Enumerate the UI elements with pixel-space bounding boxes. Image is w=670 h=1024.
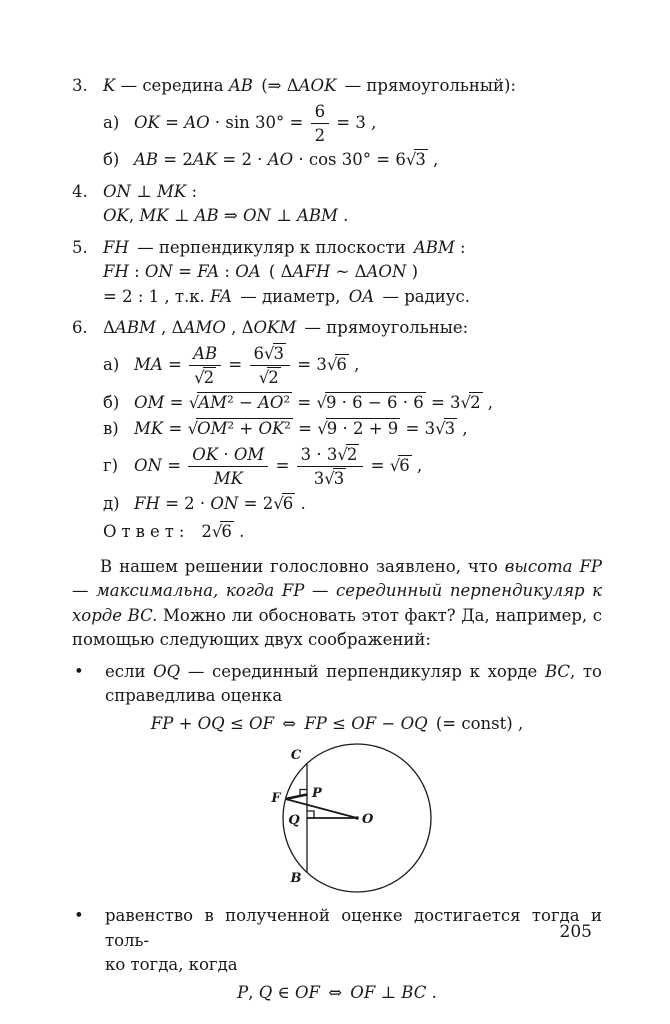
bullet-marker: •	[74, 661, 84, 681]
radicand	[282, 493, 296, 513]
math-text: — диаметр,	[231, 286, 349, 306]
math-text: ABM	[296, 206, 338, 226]
radical-sign: √	[194, 368, 204, 388]
math-text: OK	[258, 419, 285, 439]
math-text: AO	[267, 150, 294, 170]
radicand	[335, 354, 349, 374]
square-root	[264, 343, 286, 364]
math-text: ON	[103, 181, 131, 201]
math-text: 6	[253, 343, 265, 363]
math-text: =	[159, 112, 185, 132]
math-text: ≤	[326, 713, 352, 733]
math-text: =	[270, 456, 295, 476]
math-text: (⇒ Δ	[252, 76, 299, 95]
math-text: 6	[336, 355, 347, 375]
bullet-body	[105, 660, 602, 709]
answer-line	[103, 520, 602, 545]
math-text: ABM	[413, 237, 455, 257]
formula-fh	[134, 494, 306, 513]
square-root	[406, 148, 428, 173]
math-text: · cos 30° = 6	[293, 150, 406, 170]
math-text: · sin 30° =	[209, 112, 309, 132]
square-root	[194, 367, 216, 388]
math-text: ²	[284, 419, 291, 439]
math-text: FP	[150, 713, 174, 733]
equality-formula	[72, 981, 602, 1006]
math-text: 6	[221, 522, 232, 542]
math-text: MK	[134, 419, 164, 439]
step-body	[103, 180, 602, 229]
step-3-heading	[103, 74, 602, 99]
radical-sign: √	[435, 419, 445, 439]
step-3-sub-a	[103, 101, 602, 147]
math-text: =	[223, 355, 248, 375]
math-text: AO	[184, 112, 210, 132]
math-text: 2	[201, 522, 212, 542]
math-text: хорде BC.	[72, 605, 158, 625]
fraction-numerator	[250, 343, 291, 366]
radicand	[326, 418, 401, 438]
bullet-line	[105, 953, 602, 978]
math-text: BC	[401, 982, 427, 1002]
fraction	[248, 343, 293, 389]
solution-step-5	[72, 236, 602, 310]
step-6-sub-d	[103, 492, 602, 517]
formula-ab	[134, 150, 438, 169]
math-text: = 2 : 1 , т.к.	[103, 286, 211, 306]
step-3-sub-b	[103, 148, 602, 173]
step-body	[103, 236, 602, 310]
math-text: =	[365, 456, 390, 476]
math-text: ко тогда, когда	[105, 955, 238, 975]
math-text: OM	[134, 392, 165, 412]
math-text: =	[163, 419, 188, 439]
sub-item-label: а)	[103, 355, 120, 375]
step-6-sub-a	[103, 343, 602, 389]
solution-step-6	[72, 316, 602, 516]
math-text: OQ	[197, 713, 225, 733]
math-text: AB	[194, 206, 219, 226]
step-5-line-2	[103, 260, 602, 285]
math-text: 2	[470, 392, 481, 412]
bullet-line	[105, 684, 602, 709]
math-text: OM	[197, 419, 228, 439]
math-text: ,	[427, 150, 439, 170]
label-c: C	[290, 748, 302, 764]
math-text: 3	[415, 150, 426, 170]
math-text: =	[172, 262, 198, 282]
math-text: ² −	[227, 392, 259, 412]
sub-item-label: б)	[103, 150, 120, 170]
math-text: ⇔	[274, 713, 305, 733]
math-text: )	[406, 262, 419, 282]
paragraph-line	[72, 555, 602, 580]
math-text: =	[292, 419, 318, 439]
step-body	[103, 316, 602, 516]
square-root	[316, 391, 425, 416]
math-text: AON	[366, 262, 407, 282]
math-text: ⊥	[375, 982, 402, 1002]
math-text: =	[161, 456, 187, 476]
math-text: , Δ	[225, 318, 254, 338]
math-text: ⊥	[168, 206, 195, 226]
formula-om	[134, 393, 493, 412]
fraction-denominator	[297, 467, 364, 489]
formula-ma	[134, 343, 360, 388]
radical-sign: √	[211, 522, 222, 542]
math-text: 6	[314, 101, 326, 121]
math-text: FA	[210, 286, 232, 306]
math-text: FA	[197, 262, 220, 282]
step-number: 3.	[72, 76, 88, 95]
bullet-line	[105, 660, 602, 685]
estimate-formula	[72, 712, 602, 737]
math-text: +	[173, 713, 198, 733]
square-root	[259, 367, 281, 388]
radicand	[220, 521, 234, 541]
label-b: B	[290, 871, 302, 887]
paragraph-line	[72, 579, 602, 604]
square-root	[327, 353, 349, 378]
step-5-line-3	[103, 285, 602, 310]
math-text: =	[162, 355, 188, 375]
math-text: 6	[282, 493, 294, 513]
answer-value	[201, 522, 244, 541]
label-o: O	[362, 812, 374, 828]
step-4-line-2	[103, 204, 602, 229]
math-text: = 2	[238, 493, 274, 513]
square-root	[188, 417, 293, 442]
fraction	[309, 101, 332, 147]
math-text: = 3	[425, 392, 461, 412]
bullet-item-2	[72, 904, 602, 978]
math-text: ABM	[114, 318, 156, 338]
math-text: ∈	[272, 982, 295, 1002]
answer-label: Ответ:	[103, 522, 190, 542]
step-number: 5.	[72, 237, 88, 257]
fraction-numerator	[297, 444, 364, 467]
math-text: ~ Δ	[330, 262, 367, 282]
math-text: AO	[258, 392, 284, 412]
step-6-sub-b	[103, 391, 602, 416]
label-p: P	[312, 786, 322, 802]
solution-step-4	[72, 180, 602, 229]
math-text: ⊥	[130, 181, 157, 201]
fraction-numerator	[189, 343, 221, 366]
paragraph-line	[72, 604, 602, 629]
math-text: = 3	[292, 355, 327, 375]
radical-sign: √	[188, 392, 199, 412]
math-text: 2	[346, 444, 358, 464]
fraction	[187, 343, 223, 389]
right-angle-mark-q	[307, 811, 314, 818]
paragraph-line	[72, 628, 602, 653]
radical-sign: √	[389, 456, 400, 476]
math-text: = 2 ·	[217, 150, 268, 170]
math-text: FH	[103, 262, 129, 282]
math-text: OM	[233, 444, 265, 464]
math-text: ⇒	[218, 206, 243, 226]
radicand	[203, 367, 217, 387]
radicand	[196, 418, 293, 438]
square-root	[212, 520, 234, 545]
square-root	[461, 391, 483, 416]
math-text: MA	[134, 355, 163, 375]
radicand	[469, 392, 483, 412]
fraction	[186, 444, 270, 490]
math-text: — прямоугольный):	[336, 76, 517, 95]
math-text: K	[103, 76, 116, 95]
solution-step-3	[72, 74, 602, 173]
square-root	[435, 417, 457, 442]
math-text: 3	[444, 419, 456, 439]
math-text: ON	[242, 206, 271, 226]
square-root	[189, 391, 292, 416]
math-text: =	[292, 392, 317, 412]
math-text: OK	[192, 444, 219, 464]
radicand	[267, 367, 281, 387]
fraction-denominator	[250, 366, 291, 388]
math-text: AB	[193, 343, 218, 363]
math-text: — максимальна, когда FP — серединный перпендикуляр к	[72, 581, 602, 601]
radical-sign: √	[460, 392, 471, 412]
math-text: .	[426, 982, 437, 1002]
radicand	[325, 392, 426, 412]
math-text: ON	[134, 456, 162, 476]
math-text: 9 · 2 + 9	[326, 419, 399, 439]
math-text: MK	[156, 181, 187, 201]
math-text: Q	[258, 982, 273, 1002]
formula-mk	[134, 419, 468, 438]
math-text: если	[105, 661, 154, 681]
radical-sign: √	[324, 469, 334, 489]
sub-item-label: д)	[103, 493, 120, 513]
radical-sign: √	[273, 493, 283, 513]
math-text: FH	[103, 237, 129, 257]
math-text: OQ	[153, 661, 181, 681]
sub-item-label: б)	[103, 392, 120, 412]
formula-ok	[134, 101, 377, 145]
discussion-paragraph	[72, 555, 602, 653]
math-text: — прямоугольные:	[296, 318, 469, 338]
math-text: = 3	[400, 419, 436, 439]
math-text: 2	[203, 368, 215, 388]
math-text: AM	[198, 392, 228, 412]
math-text: OA	[348, 286, 375, 306]
radicand	[273, 343, 287, 363]
step-6-sub-g	[103, 444, 602, 490]
formula-on	[134, 444, 423, 489]
math-text: 3	[333, 469, 345, 489]
step-6-heading	[103, 316, 602, 341]
math-text: 9 · 6 − 6 · 6	[325, 392, 424, 412]
math-text: OK	[103, 206, 129, 226]
math-text: .	[295, 493, 306, 513]
square-root	[324, 468, 346, 489]
radicand	[414, 149, 428, 169]
math-text: ²	[283, 392, 291, 412]
page-content	[72, 74, 602, 1005]
math-text: — серединный перпендикуляр к хорде	[180, 661, 545, 681]
math-text: 2	[268, 368, 279, 388]
math-text: ·	[218, 444, 234, 464]
math-text: AOK	[298, 76, 337, 95]
radical-sign: √	[326, 355, 337, 375]
math-text: :	[219, 262, 236, 282]
sub-item-label: в)	[103, 419, 119, 439]
circle-diagram-svg	[270, 739, 446, 897]
math-text: ,	[348, 355, 360, 375]
fraction-numerator	[311, 101, 330, 124]
math-text: :	[186, 181, 198, 201]
step-number: 6.	[72, 318, 88, 338]
radicand	[444, 418, 458, 438]
math-text: MK	[213, 469, 243, 489]
math-text: AFH	[292, 262, 331, 282]
math-text: — радиус.	[374, 286, 470, 306]
radicand	[333, 468, 347, 488]
math-text: равенство в полученной оценке достигается тогда и толь-	[105, 906, 602, 950]
circle-diagram	[270, 739, 446, 897]
step-body	[103, 74, 602, 173]
math-text: BC	[544, 661, 571, 681]
square-root	[390, 454, 412, 479]
math-text: ( Δ	[260, 262, 293, 282]
math-text: OF	[350, 982, 376, 1002]
math-text: AB	[134, 150, 159, 170]
math-text: ≤	[224, 713, 250, 733]
radicand	[398, 455, 412, 475]
math-text: OA	[235, 262, 261, 282]
fraction-numerator	[188, 444, 268, 467]
math-text: FH	[134, 493, 160, 513]
fraction	[295, 444, 366, 490]
math-text: =	[164, 392, 189, 412]
math-text: OKM	[253, 318, 297, 338]
label-q: Q	[288, 813, 300, 829]
step-number: 4.	[72, 181, 88, 201]
radical-sign: √	[264, 343, 274, 363]
math-text: Δ	[103, 318, 115, 338]
step-6-sub-v	[103, 417, 602, 442]
math-text: В нашем решении голословно заявлено, что	[100, 556, 505, 576]
square-root	[317, 417, 400, 442]
step-5-line-1	[103, 236, 602, 261]
math-text: помощью следующих двух соображений:	[72, 630, 431, 650]
math-text: — середина	[115, 76, 229, 95]
math-text: = 2 ·	[159, 493, 211, 513]
math-text: OF	[294, 982, 320, 1002]
math-text: .	[337, 206, 349, 226]
math-text: P	[237, 982, 249, 1002]
math-text: Можно ли обосновать этот факт? Да, например, с	[157, 605, 603, 625]
radical-sign: √	[337, 444, 347, 464]
segment-fp	[286, 795, 308, 800]
math-text: ,	[128, 206, 140, 226]
radicand	[197, 392, 292, 412]
math-text: 6	[399, 456, 410, 476]
math-text: ⊥	[270, 206, 297, 226]
math-text: = 3 ,	[331, 112, 377, 132]
math-text: 2	[314, 125, 326, 145]
math-text: OK	[134, 112, 160, 132]
math-text: ,	[482, 392, 494, 412]
radical-sign: √	[316, 392, 326, 412]
fraction-denominator	[189, 366, 221, 388]
math-text: AK	[192, 150, 218, 170]
fraction-denominator	[188, 467, 268, 489]
fraction-denominator	[311, 124, 330, 146]
label-f: F	[271, 791, 281, 807]
bullet-line	[105, 904, 602, 953]
sub-item-label: а)	[103, 112, 120, 132]
math-text: −	[376, 713, 401, 733]
math-text: ⇔	[319, 982, 351, 1002]
math-text: MK	[139, 206, 169, 226]
radical-sign: √	[317, 419, 327, 439]
math-text: OQ	[400, 713, 428, 733]
math-text: 3	[313, 469, 325, 489]
math-text: ON	[144, 262, 173, 282]
center-point-o	[355, 816, 358, 819]
square-root	[337, 444, 359, 465]
math-text: ON	[210, 493, 239, 513]
math-text: ² +	[227, 419, 259, 439]
math-text: высота FP	[504, 556, 602, 576]
bullet-body	[105, 904, 602, 978]
math-text: :	[454, 237, 466, 257]
math-text: , Δ	[155, 318, 184, 338]
math-text: ,	[457, 419, 468, 439]
math-text: (= const) ,	[427, 713, 524, 733]
math-text: = 2	[158, 150, 193, 170]
math-text: OF	[351, 713, 377, 733]
math-text: AB	[228, 76, 253, 95]
math-text: .	[233, 522, 245, 542]
math-text: OF	[249, 713, 275, 733]
math-text: — перпендикуляр к плоскости	[128, 237, 414, 257]
square-root	[273, 492, 295, 517]
page-number: 205	[559, 922, 592, 942]
radical-sign: √	[258, 368, 269, 388]
math-text: , то	[570, 661, 602, 681]
sub-item-label: г)	[103, 456, 119, 476]
math-text: 3 · 3	[300, 444, 338, 464]
step-4-line-1	[103, 180, 602, 205]
radicand	[346, 444, 360, 464]
math-text: ,	[411, 456, 423, 476]
radical-sign: √	[405, 150, 416, 170]
math-text: FP	[304, 713, 327, 733]
bullet-item-1	[72, 660, 602, 709]
math-text: 3	[273, 343, 285, 363]
math-text: ,	[248, 982, 259, 1002]
radical-sign: √	[187, 419, 198, 439]
math-text: :	[128, 262, 145, 282]
bullet-marker: •	[74, 906, 84, 926]
math-text: справедлива оценка	[105, 686, 283, 706]
math-text: AMO	[183, 318, 226, 338]
